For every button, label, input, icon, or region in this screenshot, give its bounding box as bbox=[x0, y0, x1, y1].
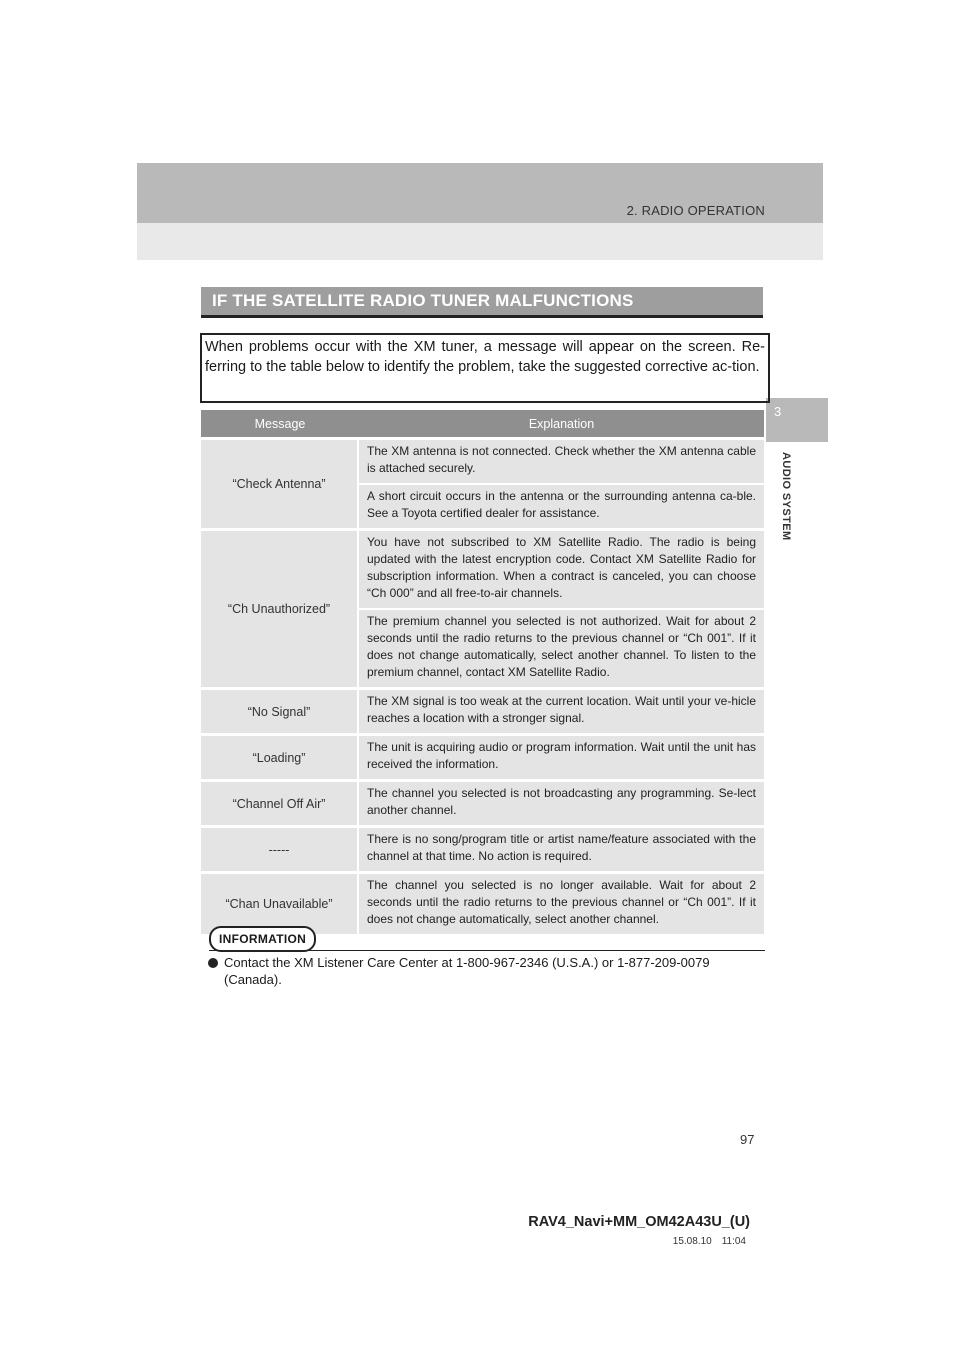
header-explanation: Explanation bbox=[528, 416, 595, 431]
explanation-cell: The XM antenna is not connected. Check whether the XM antenna cable is attached securely. bbox=[367, 444, 756, 475]
message-cell: “Chan Unavailable” bbox=[201, 874, 359, 934]
section-heading bbox=[201, 287, 763, 318]
message-table bbox=[201, 410, 764, 934]
explanation-cell: You have not subscribed to XM Satellite Radio. The radio is being updated with the latest encryption code. Contact XM Satellite Radio for subscription information. When a contract is canceled, you can choose “Ch 000” and all free-to-air channels. bbox=[367, 535, 756, 600]
bullet-icon bbox=[208, 958, 218, 968]
information-badge: INFORMATION bbox=[209, 926, 316, 952]
message-cell: “No Signal” bbox=[201, 690, 359, 733]
intro-box: When problems occur with the XM tuner, a message will appear on the screen. Re-ferring to the table below to identify the problem, take the suggested corrective ac-tion. bbox=[200, 333, 770, 403]
document-time: 11:04 bbox=[721, 1236, 746, 1247]
table-row bbox=[201, 733, 764, 779]
table-row bbox=[201, 825, 764, 871]
information-text bbox=[208, 954, 764, 988]
explanation-cell: The channel you selected is not broadcasting any programming. Se-lect another channel. bbox=[367, 786, 756, 817]
information-line-2: (Canada). bbox=[224, 972, 282, 987]
chapter-tab bbox=[766, 398, 828, 442]
information-line-1: Contact the XM Listener Care Center at 1-800-967-2346 (U.S.A.) or 1-877-209-0079 bbox=[224, 955, 710, 970]
table-row bbox=[201, 437, 764, 528]
message-cell: “Check Antenna” bbox=[201, 440, 359, 528]
message-cell: ----- bbox=[201, 828, 359, 871]
explanation-cell: The premium channel you selected is not authorized. Wait for about 2 seconds until the radio returns to the previous channel or “Ch 001”. If it does not change automatically, select another channel. To listen to the premium channel, contact XM Satellite Radio. bbox=[359, 608, 764, 687]
chapter-title: AUDIO SYSTEM bbox=[780, 452, 792, 541]
message-cell: “Ch Unauthorized” bbox=[201, 531, 359, 687]
chapter-number: 3 bbox=[774, 404, 782, 419]
section-heading-text: IF THE SATELLITE RADIO TUNER MALFUNCTIONS bbox=[212, 291, 634, 310]
message-cell: “Channel Off Air” bbox=[201, 782, 359, 825]
page-number: 97 bbox=[740, 1132, 755, 1147]
header-top-band bbox=[137, 163, 823, 223]
explanation-cell: A short circuit occurs in the antenna or the surrounding antenna ca-ble. See a Toyota certified dealer for assistance. bbox=[359, 483, 764, 528]
section-label: 2. RADIO OPERATION bbox=[626, 203, 765, 218]
document-timestamp bbox=[673, 1236, 746, 1247]
explanation-cell: There is no song/program title or artist name/feature associated with the channel at that time. No action is required. bbox=[367, 832, 756, 863]
table-row bbox=[201, 871, 764, 934]
header-message: Message bbox=[254, 416, 306, 431]
document-code: RAV4_Navi+MM_OM42A43U_(U) bbox=[528, 1214, 750, 1230]
table-row bbox=[201, 779, 764, 825]
table-row bbox=[201, 528, 764, 687]
header-band bbox=[137, 163, 823, 260]
document-date: 15.08.10 bbox=[672, 1236, 712, 1247]
explanation-cell: The unit is acquiring audio or program information. Wait until the unit has received the information. bbox=[367, 740, 756, 771]
table-header bbox=[201, 410, 764, 437]
explanation-cell: The XM signal is too weak at the current location. Wait until your ve-hicle reaches a location with a stronger signal. bbox=[367, 694, 756, 725]
explanation-cell: The channel you selected is no longer available. Wait for about 2 seconds until the radio returns to the previous channel or “Ch 001”. If it does not change automatically, select another channel. bbox=[367, 878, 756, 926]
message-cell: “Loading” bbox=[201, 736, 359, 779]
table-row bbox=[201, 687, 764, 733]
